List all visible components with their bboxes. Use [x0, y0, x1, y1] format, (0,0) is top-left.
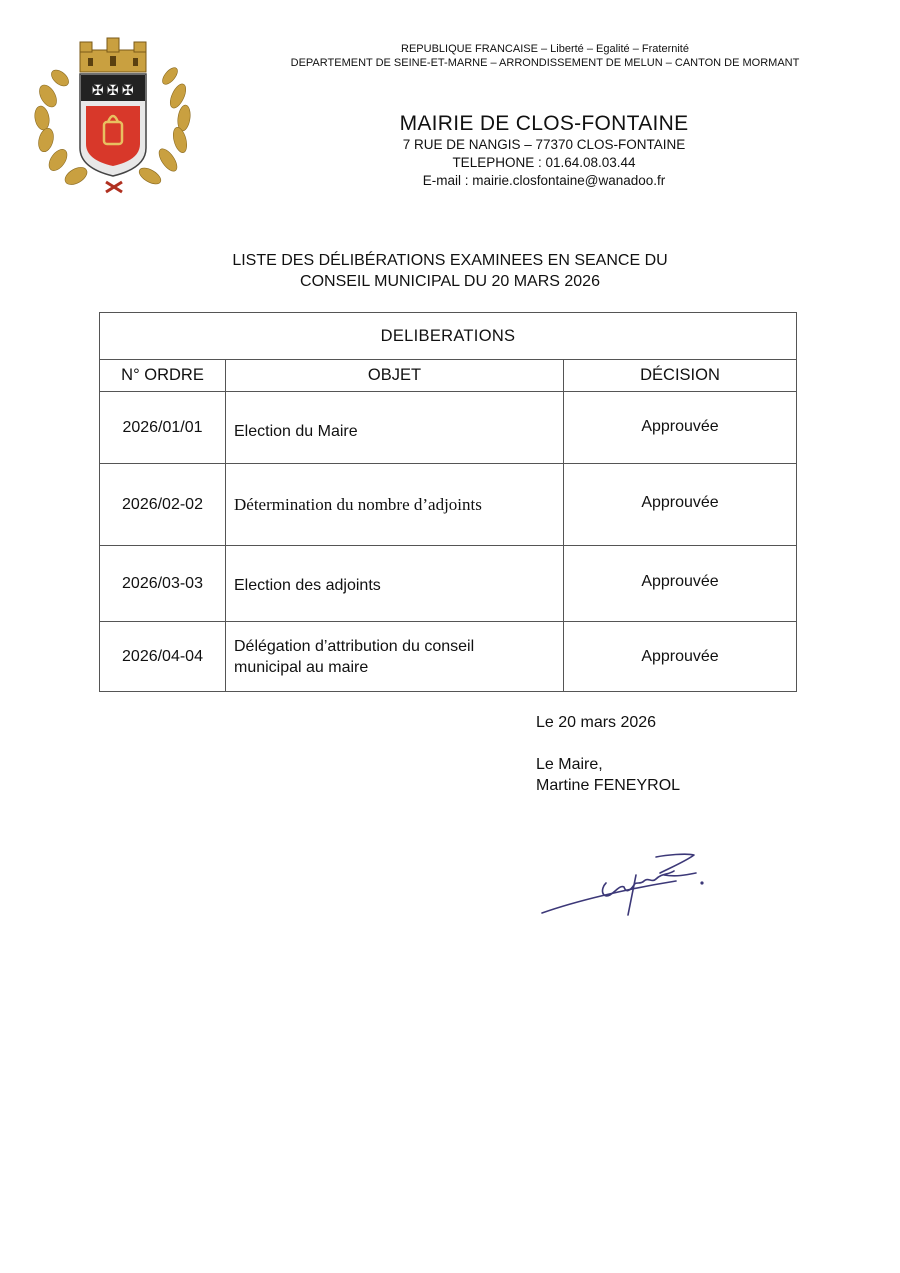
document-title-line-2: CONSEIL MUNICIPAL DU 20 MARS 2026 — [300, 273, 600, 290]
handwritten-signature — [536, 845, 711, 925]
row-objet: Election du Maire — [226, 392, 564, 464]
row-ordre: 2026/01/01 — [100, 392, 226, 464]
row-decision — [564, 546, 797, 622]
document-title — [150, 250, 750, 292]
row-objet: Délégation d’attribution du conseil municipal au maire — [226, 622, 564, 692]
republic-motto: REPUBLIQUE FRANCAISE – Liberté – Egalité – Fraternité — [401, 43, 689, 55]
svg-text:✠: ✠ — [107, 83, 119, 99]
header-ordre: N° ORDRE — [100, 360, 226, 392]
decision-label: Approuvée — [641, 418, 719, 435]
decision-label: Approuvée — [641, 494, 719, 511]
table-row — [100, 392, 797, 464]
republic-header — [250, 42, 840, 70]
mural-crown-icon — [80, 38, 146, 72]
table-row — [100, 546, 797, 622]
ribbon-icon — [106, 182, 122, 192]
table-row — [100, 464, 797, 546]
signature-date: Le 20 mars 2026 — [536, 714, 657, 731]
row-ordre: 2026/02-02 — [100, 464, 226, 546]
header-objet: OBJET — [226, 360, 564, 392]
row-decision — [564, 464, 797, 546]
signature-role: Le Maire, — [536, 756, 603, 773]
table-caption: DELIBERATIONS — [100, 313, 797, 360]
svg-text:✠: ✠ — [122, 83, 134, 99]
decision-label: Approuvée — [641, 573, 719, 590]
row-ordre: 2026/04-04 — [100, 622, 226, 692]
document-title-line-1: LISTE DES DÉLIBÉRATIONS EXAMINEES EN SEANCE DU — [232, 252, 668, 269]
signature-block — [536, 712, 680, 796]
header-decision: DÉCISION — [564, 360, 797, 392]
row-objet: Détermination du nombre d’adjoints — [226, 464, 564, 546]
department-line: DEPARTEMENT DE SEINE-ET-MARNE – ARRONDISSEMENT DE MELUN – CANTON DE MORMANT — [290, 57, 800, 69]
mairie-block — [344, 112, 744, 190]
decision-label: Approuvée — [641, 647, 719, 665]
mairie-address: 7 RUE DE NANGIS – 77370 CLOS-FONTAINE — [402, 137, 686, 152]
shield-icon — [80, 74, 146, 176]
mairie-telephone: TELEPHONE : 01.64.08.03.44 — [452, 155, 636, 170]
table-row — [100, 622, 797, 692]
svg-text:✠: ✠ — [92, 83, 104, 99]
row-ordre: 2026/03-03 — [100, 546, 226, 622]
deliberations-table — [99, 312, 797, 692]
mairie-email: E-mail : mairie.closfontaine@wanadoo.fr — [422, 173, 666, 188]
coat-of-arms-logo — [30, 36, 196, 196]
signature-name: Martine FENEYROL — [536, 777, 681, 794]
row-decision — [564, 392, 797, 464]
mairie-title: MAIRIE DE CLOS-FONTAINE — [399, 112, 689, 135]
row-objet: Election des adjoints — [226, 546, 564, 622]
row-decision — [564, 622, 797, 692]
